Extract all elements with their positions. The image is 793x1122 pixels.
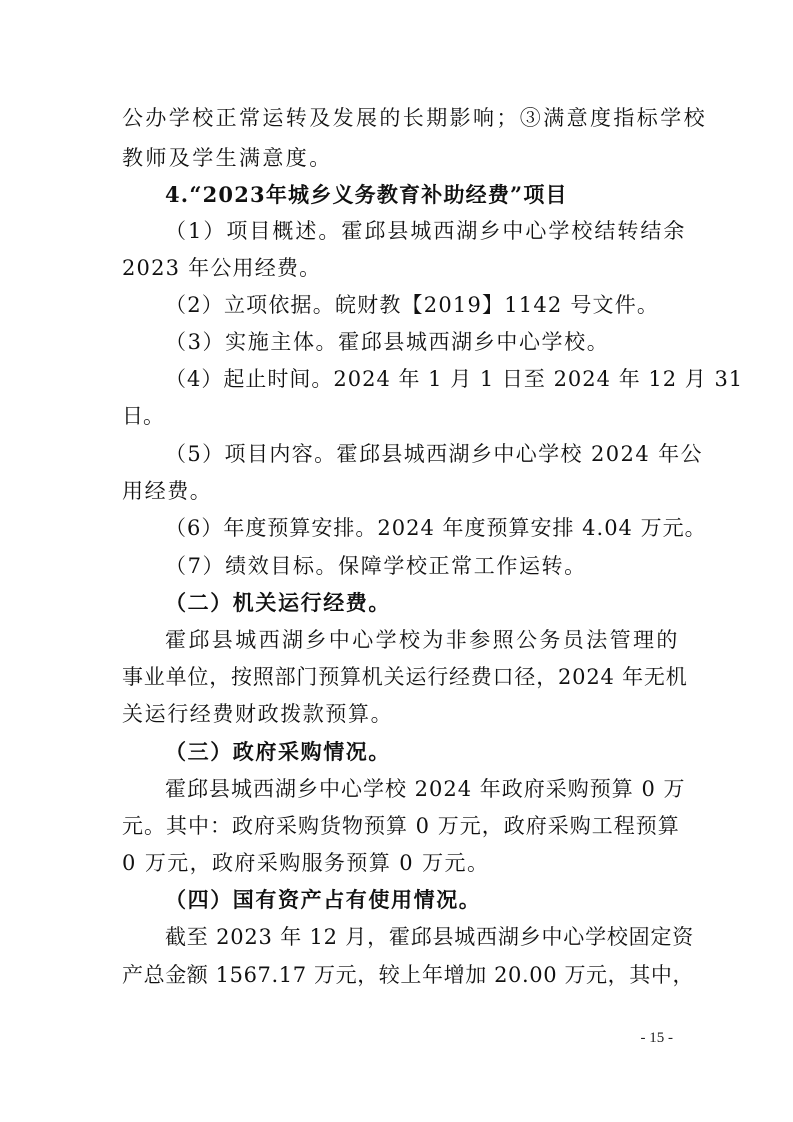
paragraph-line: 关运行经费财政拨款预算。 — [122, 702, 394, 726]
paragraph-line: 霍邱县城西湖乡中心学校为非参照公务员法管理的 — [165, 628, 680, 652]
page-number: - 15 - — [640, 1030, 673, 1046]
paragraph-line: （6）年度预算安排。2024 年度预算安排 4.04 万元。 — [165, 516, 707, 540]
paragraph-line: 元。其中：政府采购货物预算 0 万元，政府采购工程预算 — [122, 814, 680, 838]
section-heading: （四）国有资产占有使用情况。 — [165, 887, 482, 912]
paragraph-line: 2023 年公用经费。 — [122, 256, 322, 280]
paragraph-line: 日。 — [122, 404, 164, 428]
paragraph-line: 产总金额 1567.17 万元，较上年增加 20.00 万元，其中， — [122, 963, 695, 987]
section-heading: 4.“2023年城乡义务教育补助经费”项目 — [165, 182, 568, 207]
paragraph-line: （2）立项依据。皖财教【2019】1142 号文件。 — [165, 293, 660, 317]
paragraph-line: （7）绩效目标。保障学校正常工作运转。 — [165, 554, 587, 578]
paragraph-line: 事业单位，按照部门预算机关运行经费口径，2024 年无机 — [122, 665, 688, 689]
paragraph-line: 教师及学生满意度。 — [122, 146, 333, 170]
paragraph-line: 0 万元，政府采购服务预算 0 万元。 — [122, 851, 490, 875]
paragraph-line: 截至 2023 年 12 月，霍邱县城西湖乡中心学校固定资 — [165, 925, 695, 949]
section-heading: （二）机关运行经费。 — [165, 590, 391, 615]
paragraph-line: （3）实施主体。霍邱县城西湖乡中心学校。 — [165, 330, 610, 354]
paragraph-line: 用经费。 — [122, 479, 213, 503]
paragraph-line: 公办学校正常运转及发展的长期影响；③满意度指标学校 — [122, 106, 707, 130]
section-heading: （三）政府采购情况。 — [165, 739, 391, 764]
paragraph-line: （5）项目内容。霍邱县城西湖乡中心学校 2024 年公 — [165, 442, 703, 466]
paragraph-line: 霍邱县城西湖乡中心学校 2024 年政府采购预算 0 万 — [165, 777, 686, 801]
paragraph-line: （1）项目概述。霍邱县城西湖乡中心学校结转结余 — [165, 219, 687, 243]
paragraph-line: （4）起止时间。2024 年 1 月 1 日至 2024 年 12 月 31 — [165, 367, 744, 391]
